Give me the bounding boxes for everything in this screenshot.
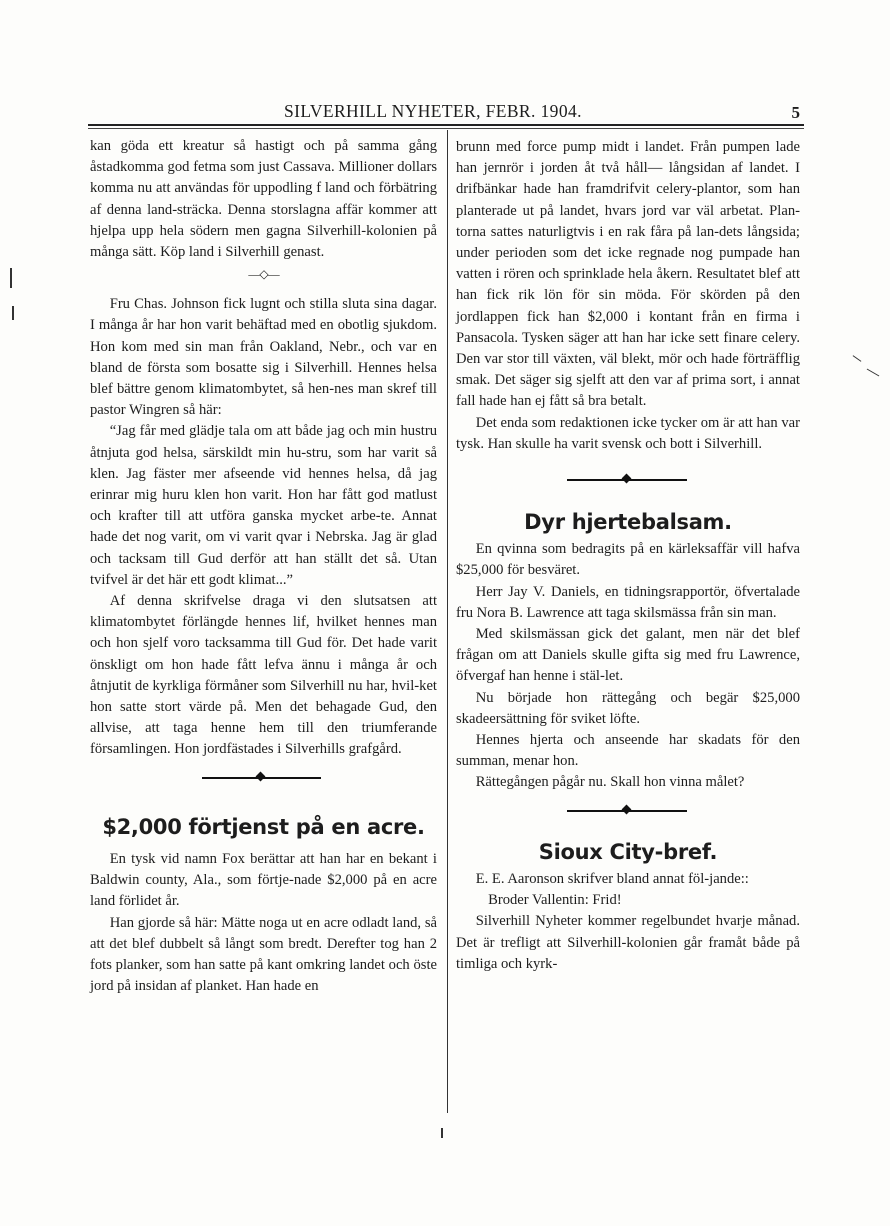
paragraph-text: Herr Jay V. Daniels, en tidningsrapportör, öfvertalade fru Nora B. Lawrence att taga skilsmässa från sin man. [456, 583, 800, 621]
paragraph [456, 730, 800, 772]
page-header [88, 101, 804, 125]
right-column [456, 137, 800, 975]
scan-mark [867, 369, 880, 377]
paragraph-text: Han gjorde så här: Mätte noga ut en acre odladt land, så att det blef dubbelt så långt som bredt. Derefter tog han 2 fots planker, som han satte på kant omkring landet och öste jord på insidan af planket. Han hade en [90, 914, 437, 995]
paragraph [456, 539, 800, 581]
paragraph [90, 913, 437, 998]
paragraph-text: Af denna skrifvelse draga vi den slutsatsen att klimatombytet förlängde hennes lif, hvilket hennes man och hon sjelf voro tacksamma till Gud för. Det hade varit önskligt om hon hade fått lefva ännu i många år och åtnjutit de kyrkliga förmåner som Silverhill nu har, hvil-ket hon satte stort värde på. Men det behagade Gud, den allvise, att taga henne hem till den triumferande församlingen. Hon jordfästades i Silverhills grafgård. [90, 593, 437, 758]
section-divider-ornament [90, 767, 437, 789]
paragraph-text: E. E. Aaronson skrifver bland annat föl-jande:: [475, 870, 749, 887]
section-ornament: —◇— [248, 267, 279, 282]
header-rule [88, 124, 804, 126]
paragraph [456, 137, 800, 413]
paragraph-text: En qvinna som bedragits på en kärleksaffär vill hafva $25,000 för besväret. [456, 541, 800, 579]
paragraph [456, 869, 800, 890]
paragraph-text: Silverhill Nyheter kommer regelbundet hvarje månad. Det är trefligt att Silverhill-kolonien går framåt både på timliga och kyrk- [456, 913, 800, 972]
page-number: 5 [791, 103, 800, 122]
paragraph-text: Nu började hon rättegång och begär $25,000 skadeersättning för sviket löfte. [456, 689, 800, 727]
column-divider [447, 130, 448, 1113]
paragraph [456, 911, 800, 975]
letter-salutation: Broder Vallentin: Frid! [488, 892, 622, 909]
paragraph-text: Det enda som redaktionen icke tycker om är att han var tysk. Han skulle ha varit svensk och bott i Silverhill. [456, 414, 800, 452]
paragraph [90, 421, 437, 591]
paragraph [90, 136, 437, 263]
paragraph [456, 582, 800, 624]
paragraph-text: kan göda ett kreatur så hastigt och på samma gång åstadkomma god fetma som just Cassava. Millioner dollars komma nu att användas för uppodling f land och förbätring af denna land-sträcka. Denna storslagna affär kommer att hjelpa upp hela södern men gagna Silverhill-kolonien på många sätt. Köp land i Silverhill genast. [90, 138, 437, 261]
scan-mark [12, 306, 14, 320]
paragraph [90, 591, 437, 761]
paragraph-text: brunn med force pump midt i landet. Från pumpen lade han jernrör i jorden åt två håll— långsidan af landet. I drifbänkar hade han framdrifvit celery-plantor, som han planterade ut på landet, hvars jord var väl arbetat. Plan-torna sattes naturligtvis i en rak fåra på lan-dets långsida; under perioden som det icke regnade nog pumpade han vatten i rören och sprinklade hela åkern. Resultatet blef att han fick rik lön för sin möda. För skörden på den jordlappen fick han $2,000 i kontant från en firma i Pansacola. Tysken säger att han har icke sett finare celery. Den var stor till växten, väl blekt, mör och hade förträfflig smak. Det säger sig sjelft att den var af prima sort, i annat fall hade han ej fått så bra betalt. [456, 139, 800, 410]
scan-mark [441, 1128, 443, 1138]
paragraph [456, 688, 800, 730]
article-heading: Dyr hjertebalsam. [524, 510, 732, 535]
article-heading: Sioux City-bref. [538, 839, 718, 864]
paragraph-text: Rättegången pågår nu. Skall hon vinna målet? [475, 774, 745, 791]
paragraph [90, 849, 437, 913]
header-rule-thin [88, 128, 804, 129]
running-title: SILVERHILL NYHETER, FEBR. 1904. [284, 101, 582, 121]
scan-mark [10, 268, 12, 288]
paragraph [456, 413, 800, 455]
section-divider-ornament [456, 800, 800, 822]
left-column [90, 136, 437, 997]
paragraph-text: En tysk vid namn Fox berättar att han har en bekant i Baldwin county, Ala., som förtje-nade $2,000 på en acre land förlidet år. [90, 850, 437, 910]
paragraph-text: Hennes hjerta och anseende har skadats för den summan, menar hon. [456, 732, 800, 770]
scan-mark [853, 355, 862, 362]
paragraph-text: Fru Chas. Johnson fick lugnt och stilla sluta sina dagar. I många år har hon varit behäftad med en obotlig sjukdom. Hon kom med sin man från Oakland, Nebr., och var en bland de första som bosatte sig i Silverhill. Hennes helsa blef bättre genom klimatombytet, så hen-nes man skref till pastor Wingren så här: [90, 296, 437, 419]
paragraph-text: “Jag får med glädje tala om att både jag och min hustru åtnjuta god helsa, särskildt min hu-stru, som har varit så klen. Jag fäster mer afseende vid hennes helsa, då jag erinrar mig huru klen hon varit. Hon har fått god matlust och krafter till att utföra ganska mycket arbe-te. Annat hade det nog varit, om vi varit qvar i Nebrska. Jag är glad och tacksam till Gud derför att han ställt det så. Utan tvifvel är det här ett godt klimat...” [90, 423, 437, 588]
section-divider-ornament [456, 469, 800, 491]
paragraph [456, 772, 800, 793]
paragraph [456, 624, 800, 688]
paragraph-text: Med skilsmässan gick det galant, men när det blef frågan om att Daniels skulle gifta sig med fru Lawrence, öfvergaf han henne i stäl-let. [456, 626, 800, 685]
paragraph [90, 294, 437, 421]
article-heading: $2,000 förtjenst på en acre. [102, 814, 425, 839]
